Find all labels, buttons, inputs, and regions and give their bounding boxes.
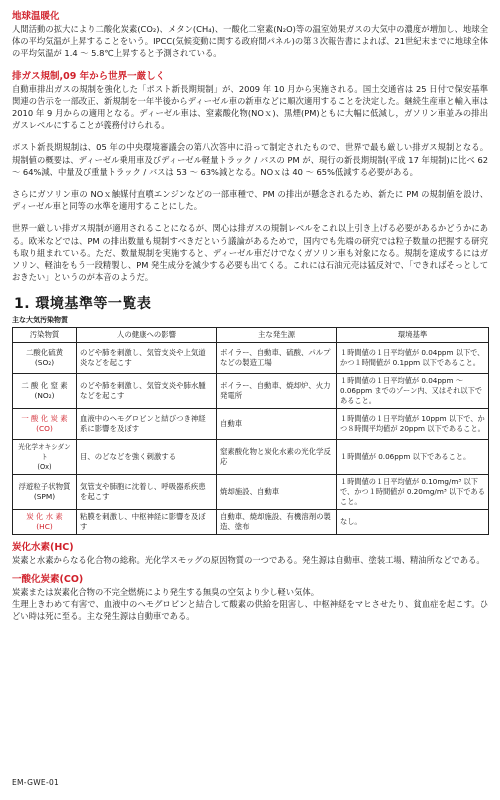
- cell-substance: 二 酸 化 窒 素 (NO₂): [13, 374, 77, 409]
- heading-hydrocarbon: 炭化水素(HC): [12, 542, 74, 554]
- cell-standard: １時間値が 0.06ppm 以下であること。: [337, 440, 489, 475]
- cell-source: 窒素酸化物と炭化水素の光化学反応: [217, 440, 337, 475]
- cell-substance: 二酸化硫黄 (SO₂): [13, 343, 77, 374]
- heading-emission: 排ガス規制,09 年から世界一厳しく: [12, 70, 166, 82]
- paragraph-carbon-monoxide: 炭素または炭素化合物の不完全燃焼により発生する無臭の空気より少し軽い気体。 生理上きわめて有害で、血液中のヘモグロビンと結合して酸素の供給を阻害し、中枢神経をマヒさせたり、貧血症を起こす。ひどい時は死に至る。主な発生源は自動車である。: [12, 586, 488, 622]
- header-source: 主な発生源: [217, 328, 337, 343]
- header-standard: 環境基準: [337, 328, 489, 343]
- table-header-row: [13, 328, 489, 343]
- cell-substance: 炭 化 水 素 (HC): [13, 510, 77, 535]
- cell-substance: 光化学オキシダント (Ox): [13, 440, 77, 475]
- cell-standard: １時間値の１日平均値が 0.04ppm 以下で、かつ１時間値が 0.1ppm 以下であること。: [337, 343, 489, 374]
- cell-standard: なし。: [337, 510, 489, 535]
- cell-health: 血液中のヘモグロビンと結びつき神経系に影響を及ぼす: [77, 409, 217, 440]
- paragraph-emission-3: さらにガソリン車の NOｘ触媒付直噴エンジンなどの一部車種で、PM の排出が懸念されるため、新たに PM の規制値を設け、ディーゼル車と同等の水準を適用することにした。: [12, 189, 488, 212]
- cell-standard: １時間値の１日平均値が 10ppm 以下で、かつ８時間平均値が 20ppm 以下であること。: [337, 409, 489, 440]
- cell-source: 焼却施設、自動車: [217, 475, 337, 510]
- cell-source: ボイラー、自動車、焼却炉、火力発電所: [217, 374, 337, 409]
- table-row: [13, 374, 489, 409]
- cell-substance: 浮遊粒子状物質 (SPM): [13, 475, 77, 510]
- document-code: EM-GWE-01: [12, 778, 60, 787]
- environmental-standards-table: [12, 327, 489, 535]
- table-row: [13, 510, 489, 535]
- header-substance: 汚染物質: [13, 328, 77, 343]
- table-row: [13, 409, 489, 440]
- paragraph-global-warming: 人間活動の拡大により二酸化炭素(CO₂)、メタン(CH₄)、一酸化二窒素(N₂O)等の温室効果ガスの大気中の濃度が増加し、地球全体の平均気温が上昇することをいう。IPCC(気候変動に関する政府間パネル)の第３次報告書によれば、21世紀末までに地球全体の平均気温が 1.4 ～ 5.8℃上昇すると予測されている。: [12, 24, 488, 59]
- cell-source: ボイラー、自動車、硫酸、パルプなどの製造工場: [217, 343, 337, 374]
- cell-source: 自動車、焼却施設、有機溶剤の製造、塗布: [217, 510, 337, 535]
- heading-carbon-monoxide: 一酸化炭素(CO): [12, 573, 84, 585]
- cell-source: 自動車: [217, 409, 337, 440]
- cell-substance: 一 酸 化 炭 素 (CO): [13, 409, 77, 440]
- table-row: [13, 440, 489, 475]
- cell-health: のどや肺を刺激し、気管支炎や肺水腫などを起こす: [77, 374, 217, 409]
- cell-health: 目、のどなどを強く刺激する: [77, 440, 217, 475]
- cell-health: 粘膜を刺激し、中枢神経に影響を及ぼす: [77, 510, 217, 535]
- heading-global-warming: 地球温暖化: [12, 11, 60, 22]
- section-title-standards: 1. 環境基準等一覧表: [14, 296, 152, 313]
- table-caption: 主な大気汚染物質: [12, 316, 68, 325]
- cell-standard: １時間値の１日平均値が 0.04ppm ～ 0.06ppm までのゾーン内、又はそれ以下であること。: [337, 374, 489, 409]
- cell-health: 気管支や肺胞に沈着し、呼吸器系疾患を起こす: [77, 475, 217, 510]
- header-health: 人の健康への影響: [77, 328, 217, 343]
- paragraph-emission-1: 自動車排出ガスの規制を強化した「ポスト新長期規制」が、2009 年 10 月から実施される。国土交通省は 25 日付で保安基準関連の告示を一部改正、新規制を一年半後からディーゼル車の新車などに順次適用することを決定した。継続生産車と輸入車は 2010 年 9 月からの適用となる。ディーゼル車は、窒素酸化物(NOｘ)、黒煙(PM)ともに大幅に低減し，ガソリン車並みの排出ガスレベルにすることが義務付けられる。: [12, 83, 488, 131]
- table-row: [13, 343, 489, 374]
- paragraph-hydrocarbon: 炭素と水素からなる化合物の総称。光化学スモッグの原因物質の一つである。発生源は自動車、塗装工場、精油所などである。: [12, 555, 485, 566]
- cell-health: のどや肺を刺激し、気管支炎や上気道炎などを起こす: [77, 343, 217, 374]
- table-row: [13, 475, 489, 510]
- paragraph-emission-4: 世界一厳しい排ガス規制が適用されることになるが、関心は排ガスの規制レベルをこれ以上引き上げる必要があるかどうかにある。欧米などでは、PM の排出数量も規制すべきだという議論があるためで，国内でも先端の研究では粒子数量の把握する研究も取り組まれている。ただ、数量規制を実施すると、ディーゼル車だけでなくガソリン車も対象になる。規制を達成するにはガソリン、軽油をもう一段精製し、PM 発生成分を減少する必要も出てくる。これには石油元売は猛反対で、「できればそっとしておきたい」というのが本音のようだ。: [12, 223, 488, 283]
- paragraph-emission-2: ポスト新長期規制は、05 年の中央環境審議会の第八次答申に沿って制定されたもので、世界で最も厳しい排ガス規制となる。規制値の概要は、ディーゼル乗用車及びディーゼル軽量トラック / バスの PM が、現行の新長期規制(平成 17 年規制)に比べ 62 ～ 64%減、中量及び重量トラック / バスは 53 ～ 63%減となる。NOｘは 40 ～ 65%低減する必要がある。: [12, 142, 488, 177]
- cell-standard: １時間値の１日平均値が 0.10mg/m³ 以下で、かつ１時間値が 0.20mg/m³ 以下であること。: [337, 475, 489, 510]
- document-page: [12, 10, 488, 622]
